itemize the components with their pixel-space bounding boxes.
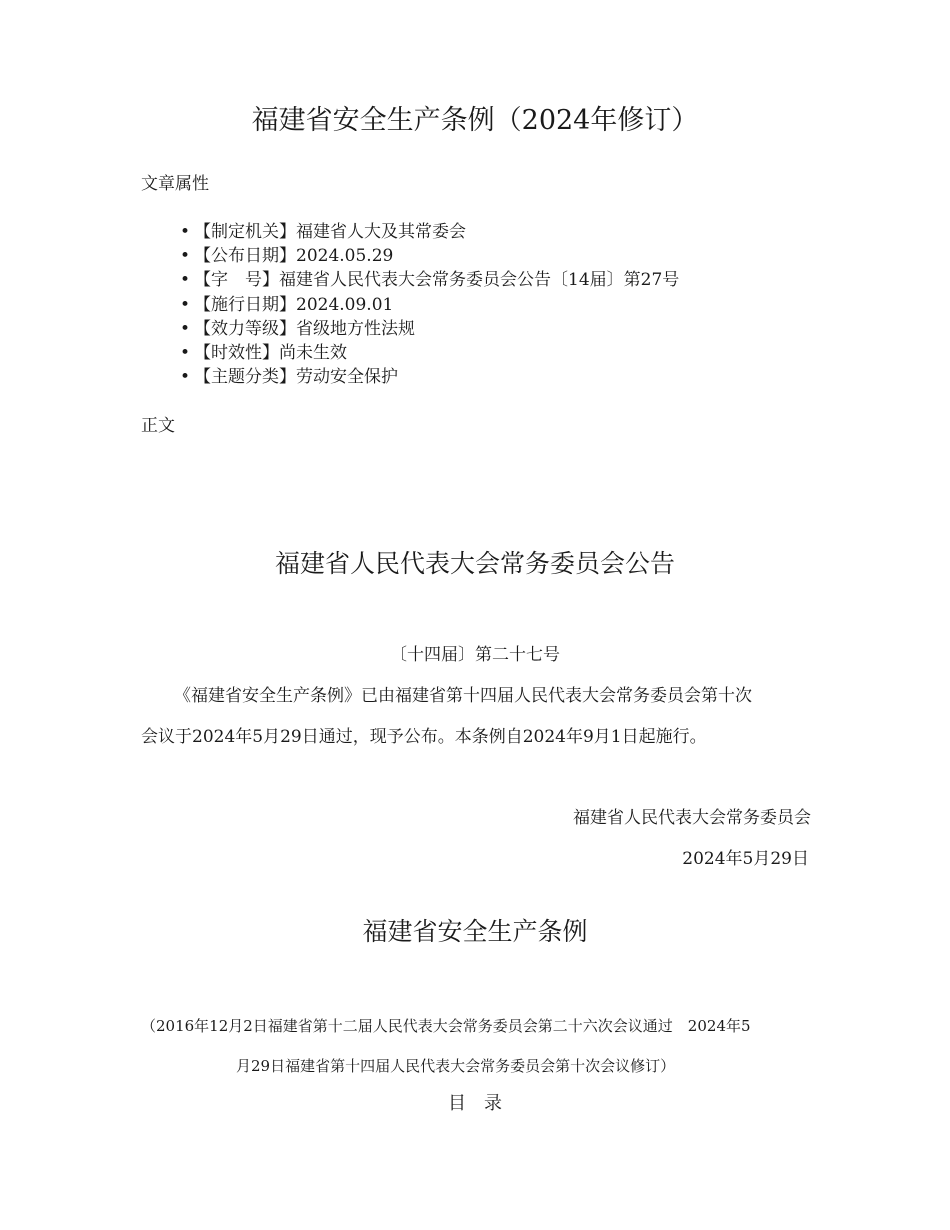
attribute-legal-level — [180, 317, 679, 341]
attribute-text: 【字 号】福建省人民代表大会常务委员会公告〔14届〕第27号 — [194, 270, 680, 291]
attribute-text: 【效力等级】省级地方性法规 — [194, 318, 415, 339]
attribute-text: 【制定机关】福建省人大及其常委会 — [194, 222, 466, 242]
attribute-text: 【时效性】尚未生效 — [194, 342, 347, 363]
notice-title: 福建省人民代表大会常务委员会公告 — [274, 549, 675, 578]
attribute-effective-date — [180, 293, 679, 317]
attribute-issuing-authority — [180, 220, 679, 244]
law-history-line-2: 月29日福建省第十四届人民代表大会常务委员会第十次会议修订） — [236, 1057, 676, 1075]
attribute-topic — [180, 365, 679, 389]
notice-number: 〔十四届〕第二十七号 — [390, 645, 560, 665]
attribute-text: 【主题分类】劳动安全保护 — [194, 367, 398, 388]
notice-date: 2024年5月29日 — [682, 849, 809, 869]
bullet: • — [180, 270, 191, 291]
bullet: • — [180, 294, 191, 315]
attribute-document-number — [180, 268, 679, 292]
attributes-label: 文章属性 — [141, 174, 209, 194]
notice-paragraph-line-2: 会议于2024年5月29日通过，现予公布。本条例自2024年9月1日起施行。 — [141, 727, 707, 747]
bullet: • — [180, 342, 191, 363]
attributes-list — [180, 220, 679, 389]
notice-signer: 福建省人民代表大会常务委员会 — [573, 808, 811, 828]
attribute-validity — [180, 341, 679, 365]
body-label: 正文 — [141, 416, 175, 436]
law-title: 福建省安全生产条例 — [362, 917, 588, 946]
bullet: • — [180, 246, 191, 267]
bullet: • — [180, 367, 191, 388]
attribute-text: 【公布日期】2024.05.29 — [194, 246, 394, 267]
document-title: 福建省安全生产条例（2024年修订） — [251, 105, 699, 136]
law-history-line-1: （2016年12月2日福建省第十二届人民代表大会常务委员会第二十六次会议通过 2024年5 — [141, 1017, 751, 1035]
attribute-text: 【施行日期】2024.09.01 — [194, 294, 394, 315]
bullet: • — [180, 318, 191, 339]
notice-paragraph-line-1: 《福建省安全生产条例》已由福建省第十四届人民代表大会常务委员会第十次 — [174, 686, 752, 706]
attribute-publish-date — [180, 244, 679, 268]
bullet: • — [180, 222, 191, 242]
table-of-contents-label: 目 录 — [448, 1093, 502, 1114]
